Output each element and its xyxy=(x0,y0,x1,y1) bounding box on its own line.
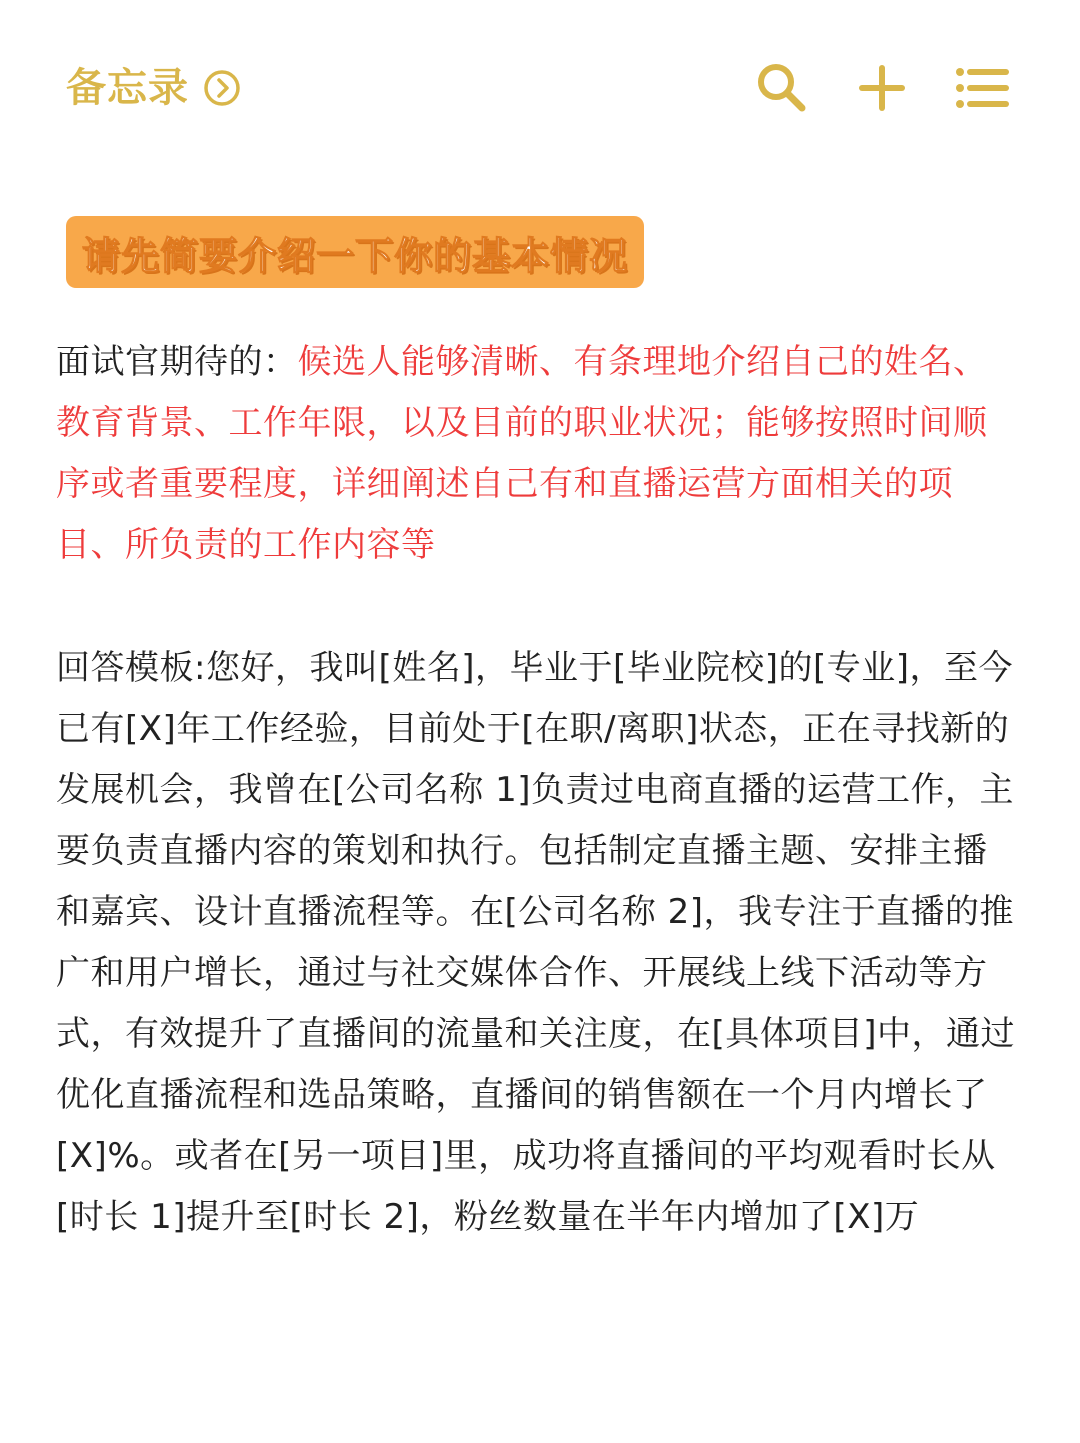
search-icon[interactable] xyxy=(754,60,810,116)
chevron-right-circle-icon xyxy=(203,69,241,107)
notes-back-button[interactable] xyxy=(66,58,241,118)
question-heading-badge xyxy=(66,216,644,288)
add-icon[interactable] xyxy=(854,60,910,116)
expectation-label: 面试官期待的： xyxy=(56,342,298,382)
list-icon[interactable] xyxy=(954,60,1010,116)
notes-title: 备忘录 xyxy=(66,65,189,111)
answer-template-paragraph: 回答模板:您好，我叫[姓名]，毕业于[毕业院校]的[专业]，至今已有[X]年工作经验，目前处于[在职/离职]状态，正在寻找新的发展机会，我曾在[公司名称 1]负责过电商直播的运营工作，主要负责直播内容的策划和执行。包括制定直播主题、安排主播和嘉宾、设计直播流程等。在[公司名称 2]，我专注于直播的推广和用户增长，通过与社交媒体合作、开展线上线下活动等方式，有效提升了直播间的流量和关注度，在[具体项目]中，通过优化直播流程和选品策略，直播间的销售额在一个月内增长了[X]%。或者在[另一项目]里，成功将直播间的平均观看时长从[时长 1]提升至[时长 2]，粉丝数量在半年内增加了[X]万 xyxy=(56,648,1016,1237)
expectation-content: 候选人能够清晰、有条理地介绍自己的姓名、教育背景、工作年限，以及目前的职业状况；能够按照时间顺序或者重要程度，详细阐述自己有和直播运营方面相关的项目、所负责的工作内容等 xyxy=(56,342,988,565)
toolbar-icons xyxy=(754,58,1010,118)
question-heading: 请先简要介绍一下你的基本情况 xyxy=(82,233,629,278)
top-bar xyxy=(0,0,1080,170)
expectation-paragraph xyxy=(56,332,1016,576)
